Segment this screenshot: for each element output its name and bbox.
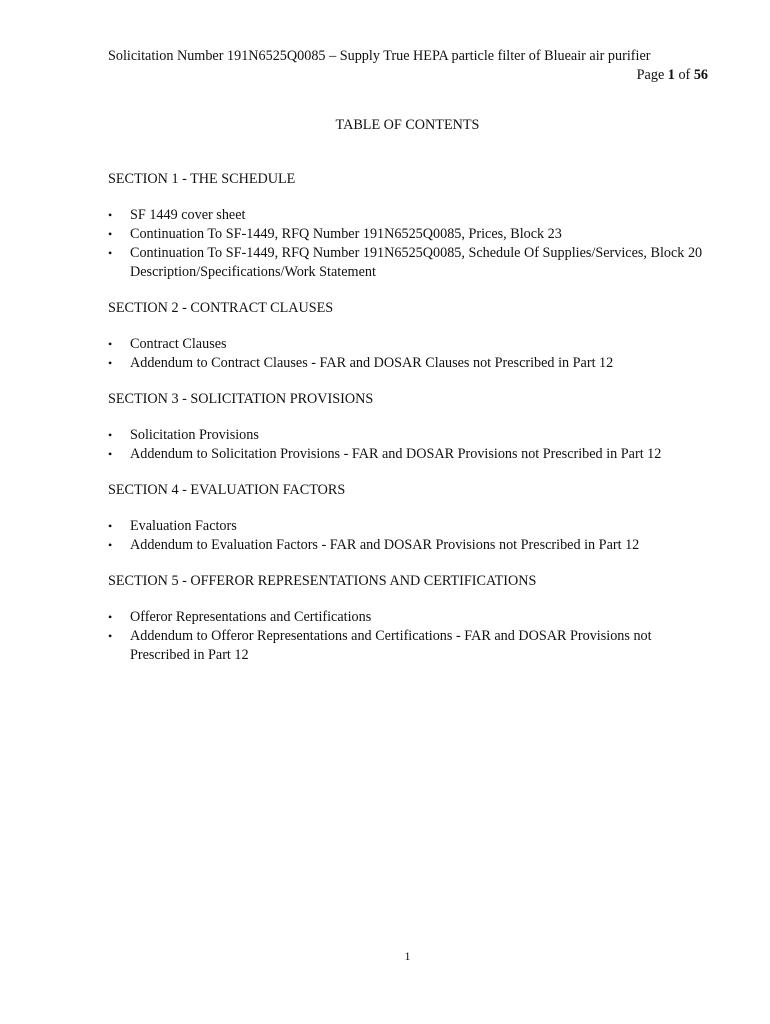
list-item-text: Contract Clauses [130,336,227,352]
list-item-text: Addendum to Contract Clauses - FAR and DOSAR Clauses not Prescribed in Part 12 [130,355,614,371]
list-item-text: Evaluation Factors [130,518,237,534]
bullet-icon: • [108,428,113,442]
list-item [108,608,708,627]
list-item-text: Addendum to Offeror Representations and Certifications - FAR and DOSAR Provisions not Prescribed in Part 12 [130,628,652,663]
section-title: SECTION 1 - THE SCHEDULE [108,171,296,187]
list-item [108,244,708,282]
list-item [108,517,708,536]
section-title: SECTION 3 - SOLICITATION PROVISIONS [108,391,374,407]
section-items [108,206,708,282]
bullet-icon: • [108,356,113,370]
page-of: of [674,67,694,83]
list-item-text: Solicitation Provisions [130,427,259,443]
bullet-icon: • [108,246,113,260]
solicitation-title: Solicitation Number 191N6525Q0085 – Supply True HEPA particle filter of Blueair air purifier [108,48,651,64]
current-page: 1 [667,67,675,83]
list-item [108,225,708,244]
bullet-icon: • [108,447,113,461]
bullet-icon: • [108,629,113,643]
section-title: SECTION 5 - OFFEROR REPRESENTATIONS AND CERTIFICATIONS [108,573,537,589]
bullet-icon: • [108,337,113,351]
total-pages: 56 [693,67,708,83]
page-indicator [100,66,708,85]
list-item-text: Offeror Representations and Certifications [130,609,372,625]
list-item [108,426,708,445]
section-items [108,335,708,373]
section-items [108,517,708,555]
list-item [108,335,708,354]
list-item-text: Addendum to Evaluation Factors - FAR and DOSAR Provisions not Prescribed in Part 12 [130,537,640,553]
bullet-icon: • [108,610,113,624]
bullet-icon: • [108,519,113,533]
list-item-text: Continuation To SF-1449, RFQ Number 191N6525Q0085, Schedule Of Supplies/Services, Block 20 Description/Specifications/Work Statement [130,245,703,280]
page-prefix: Page [636,67,668,83]
toc-content [108,170,708,682]
list-item [108,206,708,225]
toc-heading: TABLE OF CONTENTS [335,117,480,133]
list-item-text: SF 1449 cover sheet [130,207,246,223]
section-5 [108,572,708,665]
section-4 [108,481,708,555]
bullet-icon: • [108,538,113,552]
section-title: SECTION 4 - EVALUATION FACTORS [108,482,346,498]
bullet-icon: • [108,227,113,241]
list-item [108,536,708,555]
list-item-text: Addendum to Solicitation Provisions - FAR and DOSAR Provisions not Prescribed in Part 12 [130,446,662,462]
footer-page-number: 1 [404,949,411,963]
list-item [108,627,708,665]
section-3 [108,390,708,464]
list-item [108,445,708,464]
bullet-icon: • [108,208,113,222]
section-title: SECTION 2 - CONTRACT CLAUSES [108,300,334,316]
list-item [108,354,708,373]
section-2 [108,299,708,373]
list-item-text: Continuation To SF-1449, RFQ Number 191N6525Q0085, Prices, Block 23 [130,226,562,242]
section-items [108,608,708,665]
section-1 [108,170,708,282]
section-items [108,426,708,464]
page-header [100,47,708,85]
